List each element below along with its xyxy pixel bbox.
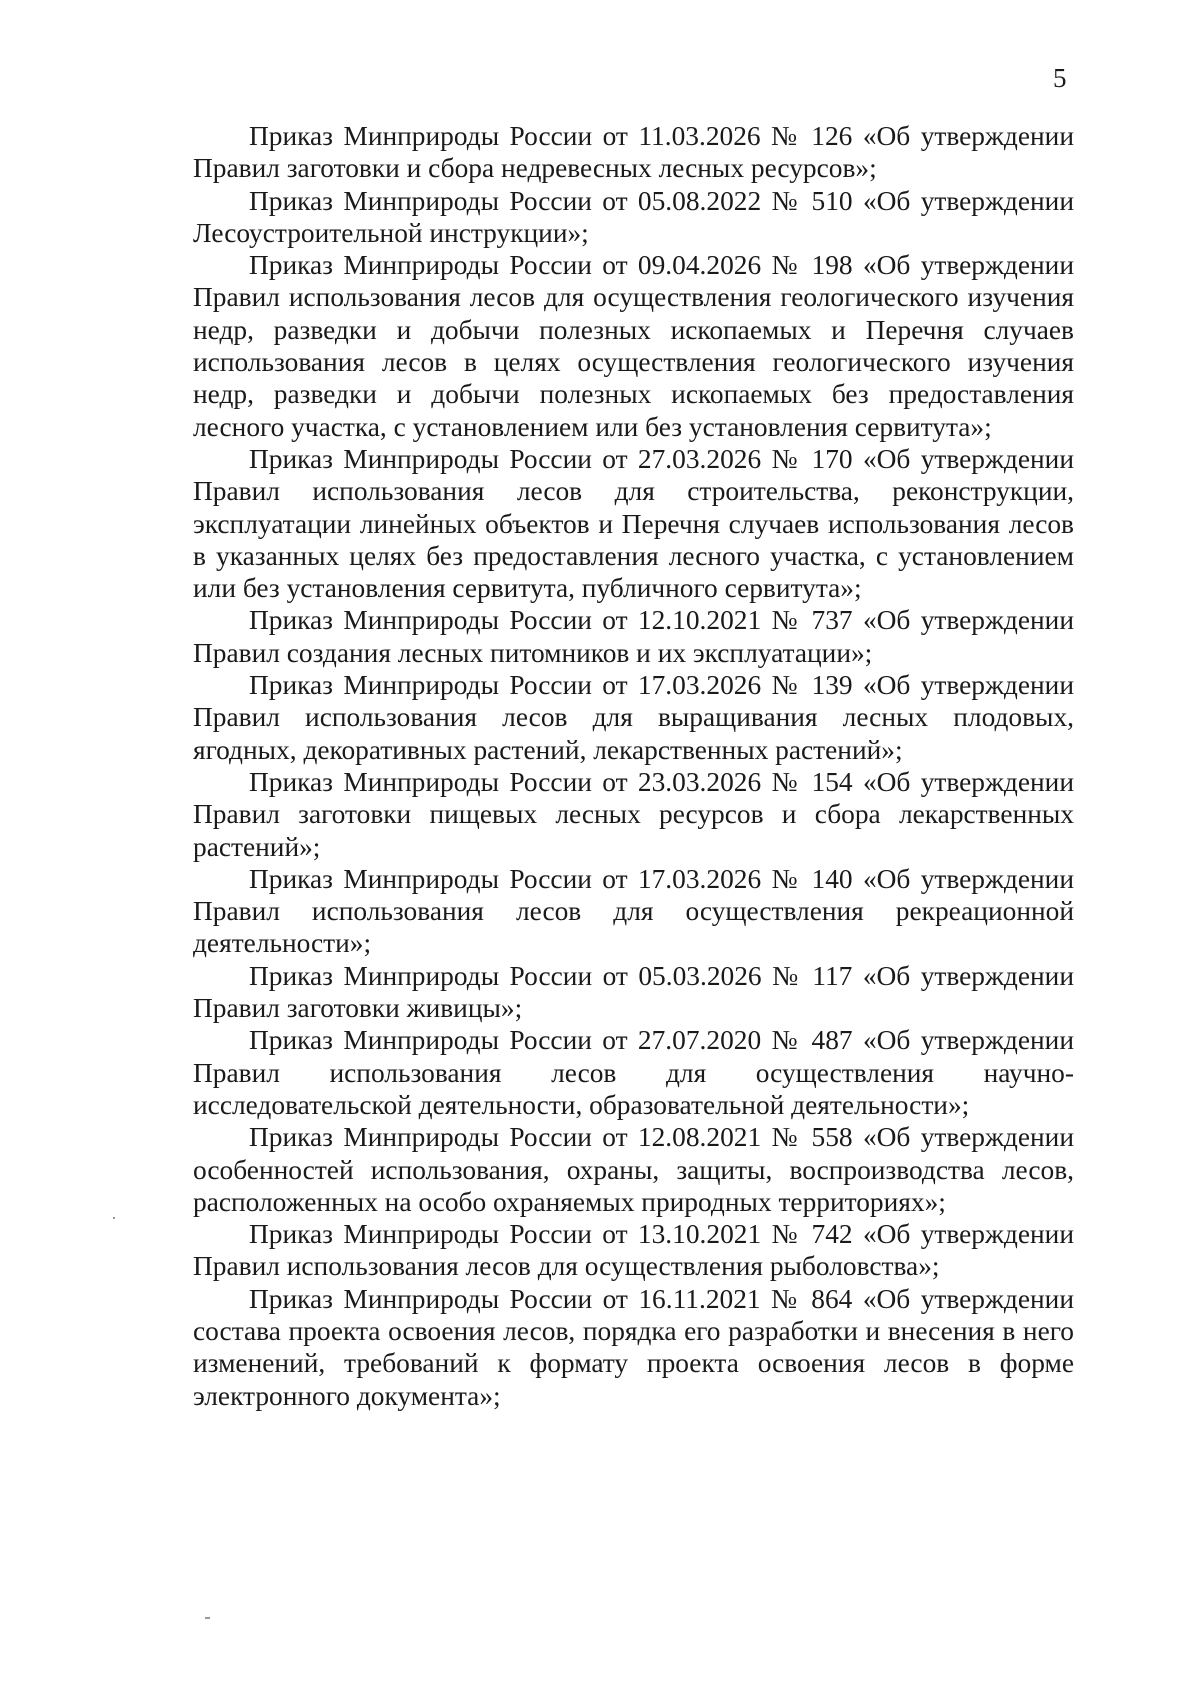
list-item-order-170: Приказ Минприроды России от 27.03.2026 № 170 «Об утверждении Правил использования лесов для строительства, реконструкции, эксплуатации линейных объектов и Перечня случаев использования лесов в указанных целях без предоставления лесного участка, с установлением или без установления сервитута, публичного сервитута»; [193, 443, 1074, 604]
list-item-order-198: Приказ Минприроды России от 09.04.2026 № 198 «Об утверждении Правил использования лесов для осуществления геологического изучения недр, разведки и добычи полезных ископаемых и Перечня случаев использования лесов в целях осуществления геологического изучения недр, разведки и добычи полезных ископаемых без предоставления лесного участка, с установлением или без установления сервитута»; [193, 250, 1074, 442]
list-item-order-117: Приказ Минприроды России от 05.03.2026 № 117 «Об утверждении Правил заготовки живицы»; [193, 960, 1074, 1024]
list-item-order-742: Приказ Минприроды России от 13.10.2021 № 742 «Об утверждении Правил использования лесов для осуществления рыболовства»; [193, 1219, 1074, 1282]
order-list [193, 120, 1074, 1412]
page-number: 5 [1053, 63, 1067, 93]
list-item-order-139: Приказ Минприроды России от 17.03.2026 № 139 «Об утверждении Правил использования лесов для выращивания лесных плодовых, ягодных, декоративных растений, лекарственных растений»; [193, 670, 1074, 765]
list-item-order-154: Приказ Минприроды России от 23.03.2026 № 154 «Об утверждении Правил заготовки пищевых лесных ресурсов и сбора лекарственных растений»; [193, 766, 1074, 862]
list-item-order-510: Приказ Минприроды России от 05.08.2022 № 510 «Об утверждении Лесоустроительной инструкции»; [193, 185, 1074, 248]
list-item-order-864: Приказ Минприроды России от 16.11.2021 № 864 «Об утверждении состава проекта освоения лесов, порядка его разработки и внесения в него изменений, требований к формату проекта освоения лесов в форме электронного документа»; [193, 1283, 1074, 1411]
list-item-order-737: Приказ Минприроды России от 12.10.2021 № 737 «Об утверждении Правил создания лесных питомников и их эксплуатации»; [193, 605, 1074, 668]
list-item-order-558: Приказ Минприроды России от 12.08.2021 № 558 «Об утверждении особенностей использования, охраны, защиты, воспроизводства лесов, расположенных на особо охраняемых природных территориях»; [193, 1122, 1074, 1217]
scan-artifact-mark [205, 1617, 210, 1619]
list-item-order-487: Приказ Минприроды России от 27.07.2020 № 487 «Об утверждении Правил использования лесов для осуществления научно-исследовательской деятельности, образовательной деятельности»; [193, 1025, 1074, 1120]
list-item-order-126: Приказ Минприроды России от 11.03.2026 № 126 «Об утверждении Правил заготовки и сбора недревесных лесных ресурсов»; [193, 121, 1074, 184]
scan-artifact-mark [113, 1217, 115, 1219]
list-item-order-140: Приказ Минприроды России от 17.03.2026 № 140 «Об утверждении Правил использования лесов для осуществления рекреационной деятельности»; [193, 863, 1074, 959]
